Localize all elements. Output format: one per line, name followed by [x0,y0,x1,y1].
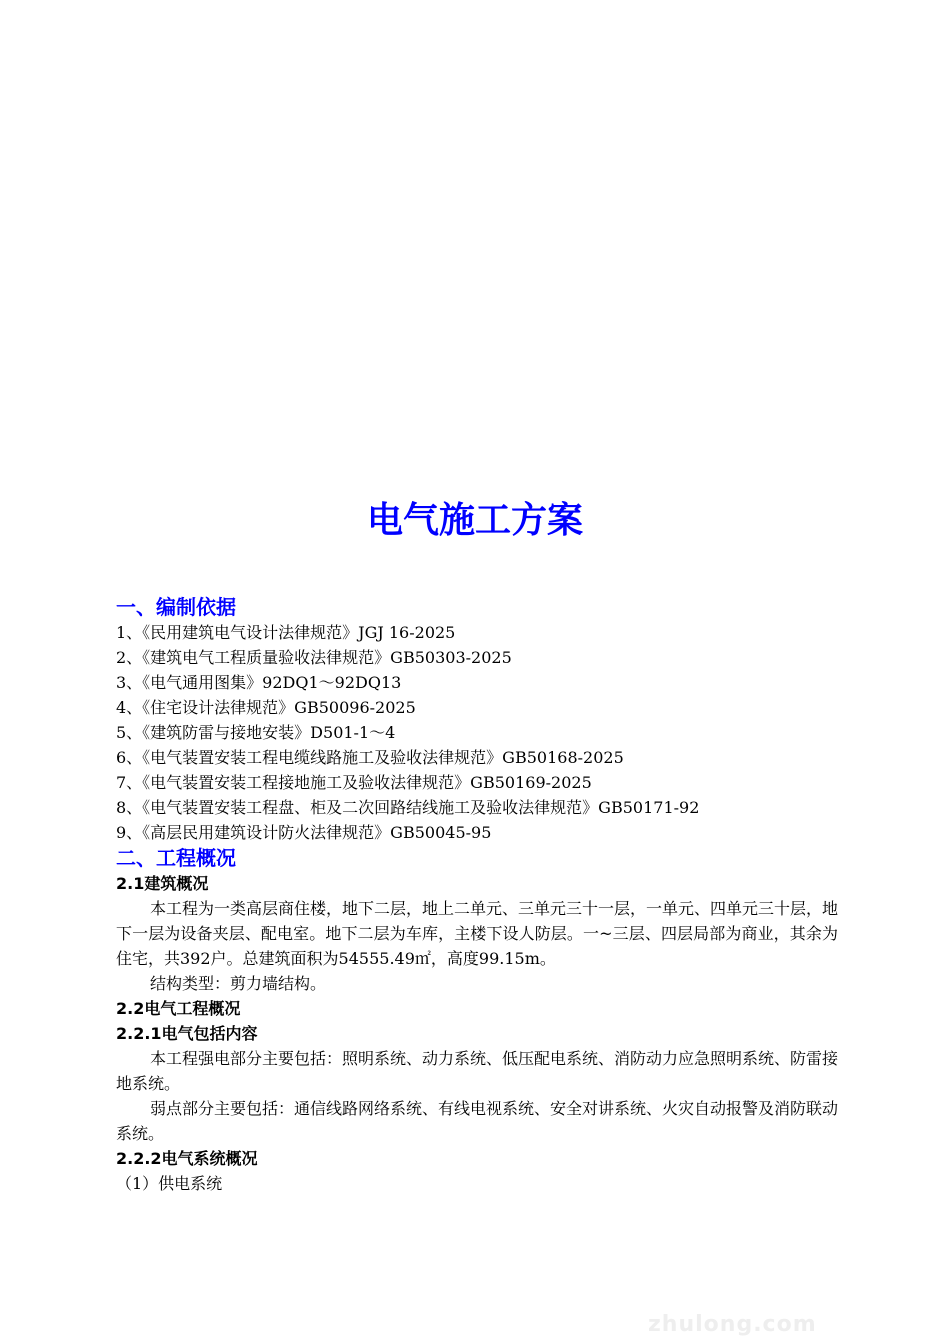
basis-item: 6、《电气装置安装工程电缆线路施工及验收法律规范》GB50168-2025 [116,748,624,767]
weak-current-paragraph: 弱点部分主要包括：通信线路网络系统、有线电视系统、安全对讲系统、火灾自动报警及消防联动系统。 [116,1099,839,1143]
document-body [116,594,838,1196]
basis-item: 1、《民用建筑电气设计法律规范》JGJ 16-2025 [116,623,456,642]
basis-item: 7、《电气装置安装工程接地施工及验收法律规范》GB50169-2025 [116,773,592,792]
section-heading-overview: 二、工程概况 [116,846,236,870]
strong-current-paragraph: 本工程强电部分主要包括：照明系统、动力系统、低压配电系统、消防动力应急照明系统、防雷接地系统。 [116,1049,839,1093]
basis-item: 9、《高层民用建筑设计防火法律规范》GB50045-95 [116,823,492,842]
basis-item: 5、《建筑防雷与接地安装》D501-1～4 [116,723,396,742]
structure-type-paragraph: 结构类型：剪力墙结构。 [150,974,327,993]
subheading-electrical-systems: 2.2.2电气系统概况 [116,1149,258,1168]
basis-item: 2、《建筑电气工程质量验收法律规范》GB50303-2025 [116,648,512,667]
basis-item: 4、《住宅设计法律规范》GB50096-2025 [116,698,416,717]
basis-item: 8、《电气装置安装工程盘、柜及二次回路结线施工及验收法律规范》GB50171-92 [116,798,700,817]
watermark: zhulong.com [648,1312,817,1337]
subheading-electrical-overview: 2.2电气工程概况 [116,999,241,1018]
subheading-building-overview: 2.1建筑概况 [116,874,209,893]
subheading-electrical-contents: 2.2.1电气包括内容 [116,1024,258,1043]
document-title: 电气施工方案 [366,500,583,541]
section-heading-basis: 一、编制依据 [116,595,236,619]
building-overview-paragraph: 本工程为一类高层商住楼，地下二层，地上二单元、三单元三十一层，一单元、四单元三十层，地下一层为设备夹层、配电室。地下二层为车库，主楼下设人防层。一~三层、四层局部为商业，其余为住宅，共392户。总建筑面积为54555.49㎡，高度99.15m。 [116,899,839,968]
basis-item: 3、《电气通用图集》92DQ1～92DQ13 [116,673,402,692]
power-supply-item: （1）供电系统 [116,1174,223,1193]
